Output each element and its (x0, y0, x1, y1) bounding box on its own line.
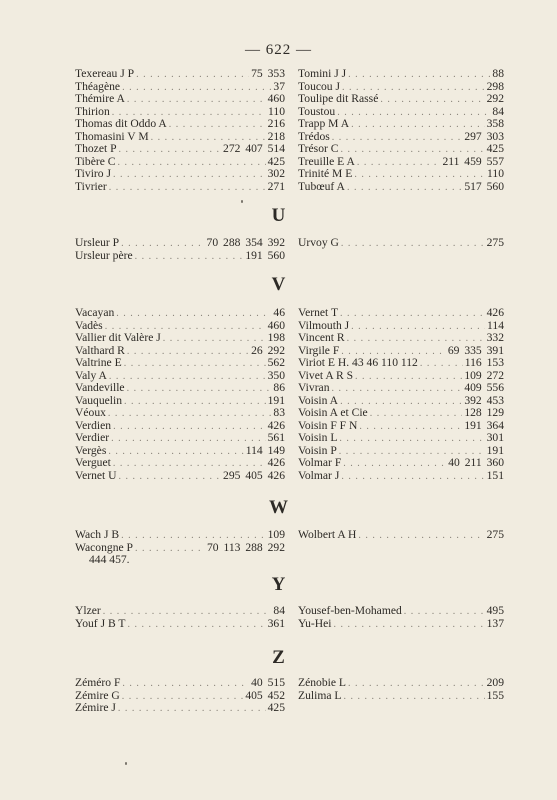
entry-name: Toulipe dit Rassé (298, 93, 379, 105)
entry-pages: 392 453 (464, 394, 504, 407)
entry-name: Ursleur P (75, 237, 120, 249)
entry-name: Valtrine E (75, 357, 122, 369)
index-entry (298, 332, 504, 345)
entry-name: Verdien (75, 419, 112, 432)
u-entries-left (75, 237, 285, 262)
index-entry (75, 143, 285, 156)
entry-name: Trédos (298, 130, 330, 143)
entry-pages: 75 353 (251, 68, 285, 80)
index-entry (298, 677, 504, 690)
entry-pages: 37 (273, 80, 285, 93)
index-entry (75, 93, 285, 106)
entry-name: Tiviro J (75, 168, 111, 180)
entry-name: Vacayan (75, 307, 115, 319)
entry-pages: 302 (267, 168, 285, 180)
dot-leader (347, 333, 485, 345)
entry-pages: 151 (486, 469, 504, 482)
dot-leader (122, 691, 244, 703)
dot-leader (127, 383, 272, 395)
entry-pages: 40 515 (251, 677, 285, 689)
entry-pages: 46 (273, 307, 285, 319)
ink-speck (125, 762, 127, 765)
entry-pages: 426 (267, 419, 285, 432)
dot-leader (127, 346, 249, 358)
y-entries-right (298, 605, 504, 630)
dot-leader (135, 543, 205, 555)
entry-pages: 83 (273, 407, 285, 419)
section-letter-z: Z (272, 647, 285, 668)
index-entry (298, 237, 504, 250)
w-entries-right (298, 529, 504, 542)
entry-pages: 198 (267, 332, 285, 344)
entry-name: Ursleur père (75, 249, 133, 262)
dot-leader (124, 358, 266, 370)
dot-leader (113, 458, 266, 470)
page-number: — 622 — (245, 42, 312, 58)
entry-pages: 84 (273, 605, 285, 617)
entry-pages: 70 113 288 292 (206, 541, 285, 554)
entry-name: Trinité M E (298, 168, 353, 180)
dot-leader (351, 321, 485, 333)
dot-leader (169, 119, 266, 131)
dot-leader (119, 144, 221, 156)
dot-leader (119, 471, 222, 483)
entry-name: Texereau J P (75, 68, 135, 80)
entry-pages: 191 (486, 444, 504, 457)
entry-name: Vivran (298, 382, 330, 394)
entry-name: Ylzer (75, 605, 101, 617)
entry-pages: 298 (486, 80, 504, 93)
index-entry (75, 677, 285, 690)
entry-pages: 425 (486, 143, 504, 155)
entry-name: Thémire A (75, 93, 125, 105)
dot-leader (341, 471, 484, 483)
entry-pages: 191 364 (464, 419, 504, 432)
dot-leader (404, 606, 485, 618)
entry-name: Zéméro F (75, 677, 121, 689)
dot-leader (109, 182, 266, 194)
entry-pages: 426 (486, 307, 504, 319)
dot-leader (122, 678, 249, 690)
index-entry (75, 618, 285, 631)
dot-leader (121, 530, 265, 542)
entry-pages: 128 129 (464, 407, 504, 419)
entry-pages: 275 (486, 237, 504, 249)
index-entry (75, 529, 285, 542)
entry-pages: 301 (486, 432, 504, 444)
z-entries-left (75, 677, 285, 715)
index-entry (75, 382, 285, 395)
entry-name: Tivrier (75, 180, 107, 193)
entry-name: Trésor C (298, 143, 339, 155)
entry-pages: 114 (487, 319, 504, 332)
dot-leader (108, 446, 243, 458)
dot-leader (135, 251, 244, 263)
dot-leader (127, 619, 265, 631)
entry-pages: 209 (486, 677, 504, 689)
entry-name: Valy A (75, 369, 107, 382)
entry-name: Wolbert A H (298, 529, 357, 541)
index-entry (298, 81, 504, 94)
dot-leader (347, 182, 462, 194)
entry-name: Voisin P (298, 444, 337, 457)
index-entry (75, 181, 285, 194)
entry-pages: 88 (492, 68, 504, 80)
index-entry (298, 68, 504, 81)
dot-leader (339, 446, 485, 458)
entry-name: Wacongne P (75, 541, 133, 554)
entry-name: Voisin F F N (298, 419, 358, 432)
index-entry (75, 168, 285, 181)
index-entry (298, 432, 504, 445)
entry-name: Vergès (75, 444, 107, 457)
entry-name: Vincent R (298, 332, 345, 344)
index-entry (298, 307, 504, 320)
entry-pages: 361 (267, 617, 285, 630)
dot-leader (108, 408, 271, 420)
dot-leader (370, 408, 463, 420)
entry-name: Théagène (75, 80, 121, 93)
dot-leader (341, 346, 446, 358)
entry-name: Urvoy G (298, 237, 339, 249)
z-entries-right (298, 677, 504, 702)
index-entry (75, 250, 285, 263)
w-entries-left (75, 529, 285, 567)
entry-name: Thozet P (75, 143, 117, 155)
dot-leader (420, 358, 463, 370)
dot-leader (332, 132, 463, 144)
index-entry (298, 370, 504, 383)
dot-leader (357, 157, 441, 169)
u-entries-right (298, 237, 504, 250)
index-entry (298, 395, 504, 408)
entry-name: Valthard R (75, 344, 125, 357)
entry-pages: 218 (267, 130, 285, 143)
index-entry (298, 106, 504, 119)
entry-name: Toustou (298, 105, 336, 118)
entry-pages: 70 288 354 392 (206, 237, 285, 249)
entry-name: Thomasini V M (75, 130, 149, 143)
dot-leader (333, 619, 484, 631)
index-entry (298, 118, 504, 131)
index-entry (298, 320, 504, 333)
entry-name: Wach J B (75, 529, 120, 541)
ink-speck (241, 200, 243, 203)
entry-pages: 271 (267, 180, 285, 193)
entry-pages: 332 (486, 332, 504, 344)
entry-pages: 358 (486, 118, 504, 130)
entry-pages: 292 (486, 93, 504, 105)
index-entry (75, 690, 285, 703)
dot-leader (116, 308, 271, 320)
index-entry (75, 457, 285, 470)
index-entry (298, 93, 504, 106)
index-entry (75, 68, 285, 81)
entry-name: Toucou J (298, 80, 341, 93)
index-entry (75, 156, 285, 169)
index-entry (298, 131, 504, 144)
entry-pages: 191 (267, 394, 285, 407)
dot-leader (351, 119, 484, 131)
entry-pages: 137 (486, 617, 504, 630)
index-entry (75, 370, 285, 383)
entry-name: Verdier (75, 432, 110, 444)
entry-name: Treuille E A (298, 155, 355, 168)
entry-pages: 425 (267, 155, 285, 168)
dot-leader (348, 678, 485, 690)
dot-leader (163, 333, 266, 345)
index-entry (75, 470, 285, 483)
dot-leader (121, 238, 204, 250)
dot-leader (136, 69, 249, 81)
index-entry (75, 237, 285, 250)
index-entry (298, 143, 504, 156)
section-letter-v: V (271, 274, 286, 295)
t-entries-right (298, 68, 504, 193)
section-letter-u: U (271, 205, 286, 226)
dot-leader (105, 321, 266, 333)
entry-pages: 409 556 (464, 382, 504, 394)
entry-name: Vivet A R S (298, 369, 354, 382)
entry-pages: 562 (267, 357, 285, 369)
entry-name: Zémire G (75, 689, 120, 702)
dot-leader (337, 107, 490, 119)
dot-leader (122, 82, 271, 94)
dot-leader (339, 433, 484, 445)
section-letter-y: Y (271, 574, 286, 595)
dot-leader (358, 530, 484, 542)
entry-name: Yu-Hei (298, 617, 332, 630)
v-entries-right (298, 307, 504, 482)
dot-leader (380, 94, 484, 106)
index-entry (75, 395, 285, 408)
index-entry (75, 605, 285, 618)
index-entry (75, 118, 285, 131)
entry-pages: 84 (492, 105, 504, 118)
entry-pages: 86 (273, 382, 285, 394)
dot-leader (354, 169, 485, 181)
entry-name: Voisin A et Cie (298, 407, 368, 419)
index-entry (298, 420, 504, 433)
entry-pages: 517 560 (464, 180, 504, 193)
entry-pages: 211 459 557 (442, 155, 504, 168)
dot-leader (124, 396, 266, 408)
entry-pages: 110 (268, 105, 285, 118)
entry-pages: 69 335 391 (447, 344, 504, 357)
dot-leader (117, 157, 265, 169)
dot-leader (340, 396, 462, 408)
entry-pages: 561 (267, 432, 285, 444)
v-entries-left (75, 307, 285, 482)
entry-name: Zémire J (75, 702, 116, 714)
entry-name: Vilmouth J (298, 319, 350, 332)
index-entry (298, 529, 504, 542)
dot-leader (340, 144, 484, 156)
section-letter-w: W (269, 497, 288, 518)
dot-leader (343, 691, 484, 703)
entry-pages: 191 560 (245, 249, 285, 262)
dot-leader (109, 371, 266, 383)
dot-leader (113, 169, 266, 181)
index-entry (298, 470, 504, 483)
entry-name: Zénobie L (298, 677, 346, 689)
dot-leader (112, 107, 266, 119)
entry-name: Zulima L (298, 689, 342, 702)
index-entry (298, 382, 504, 395)
entry-name: Volmar F (298, 457, 342, 469)
dot-leader (113, 421, 266, 433)
entry-pages: 110 (487, 168, 504, 180)
index-entry (298, 445, 504, 458)
dot-leader (127, 94, 266, 106)
index-entry (298, 690, 504, 703)
entry-pages: 275 (486, 529, 504, 541)
dot-leader (355, 371, 462, 383)
entry-name: Voisin L (298, 432, 338, 444)
index-entry (75, 432, 285, 445)
entry-pages: 26 292 (251, 344, 285, 357)
entry-name: Tomini J J (298, 68, 347, 80)
entry-name: Vadès (75, 319, 103, 332)
entry-pages: 460 (267, 319, 285, 332)
index-entry (75, 345, 285, 358)
entry-pages: 40 211 360 (448, 457, 504, 469)
dot-leader (348, 69, 490, 81)
entry-pages: 114 149 (245, 444, 285, 457)
entry-name: Vernet T (298, 307, 339, 319)
index-entry (298, 457, 504, 470)
entry-name: Yousef-ben-Mohamed (298, 605, 402, 617)
entry-pages: 295 405 426 (223, 469, 285, 482)
entry-name: Voisin A (298, 394, 339, 407)
index-entry (298, 618, 504, 631)
entry-name: Tubœuf A (298, 180, 345, 193)
entry-pages: 460 (267, 93, 285, 105)
entry-pages: 426 (267, 457, 285, 469)
index-entry (75, 407, 285, 420)
entry-name: Véoux (75, 407, 106, 419)
entry-continuation: 444 457. (89, 553, 130, 566)
dot-leader (332, 383, 463, 395)
t-entries-left (75, 68, 285, 193)
dot-leader (342, 82, 485, 94)
dot-leader (359, 421, 462, 433)
entry-pages: 272 407 514 (223, 143, 285, 155)
entry-pages: 109 272 (464, 369, 504, 382)
index-entry (75, 307, 285, 320)
entry-pages: 495 (486, 605, 504, 617)
index-entry (75, 445, 285, 458)
index-entry (298, 168, 504, 181)
index-entry (75, 81, 285, 94)
entry-pages: 109 (267, 529, 285, 541)
index-entry (298, 357, 504, 370)
index-entry (298, 407, 504, 420)
index-entry (75, 106, 285, 119)
entry-name: Virgile F (298, 344, 340, 357)
entry-name: Verguet (75, 457, 111, 469)
entry-pages: 405 452 (245, 689, 285, 702)
entry-pages: 297 303 (464, 130, 504, 143)
entry-pages: 425 (267, 702, 285, 714)
entry-name: Vernet U (75, 469, 117, 482)
y-entries-left (75, 605, 285, 630)
dot-leader (343, 458, 446, 470)
dot-leader (103, 606, 272, 618)
entry-name: Tibère C (75, 155, 116, 168)
entry-name: Vallier dit Valère J (75, 332, 161, 344)
entry-name: Vandeville (75, 382, 125, 394)
index-entry (298, 156, 504, 169)
index-entry (298, 345, 504, 358)
dot-leader (118, 703, 266, 715)
index-entry (75, 357, 285, 370)
index-entry (75, 320, 285, 333)
index-entry (75, 420, 285, 433)
dot-leader (340, 308, 485, 320)
entry-name: Trapp M A (298, 118, 350, 130)
entry-name: Volmar J (298, 469, 340, 482)
index-entry (298, 181, 504, 194)
entry-pages: 350 (267, 369, 285, 382)
index-entry (75, 131, 285, 144)
entry-name: Thirion (75, 105, 110, 118)
index-entry (298, 605, 504, 618)
dot-leader (111, 433, 265, 445)
entry-pages: 216 (267, 118, 285, 130)
entry-name: Thomas dit Oddo A (75, 118, 167, 130)
entry-pages: 116 153 (464, 357, 504, 369)
entry-name: Youf J B T (75, 617, 126, 630)
dot-leader (151, 132, 266, 144)
entry-name: Viriot E H. 43 46 110 112 (298, 357, 418, 369)
dot-leader (341, 238, 485, 250)
entry-pages: 155 (486, 689, 504, 702)
index-entry (75, 332, 285, 345)
index-entry (75, 702, 285, 715)
entry-name: Vauquelin (75, 394, 123, 407)
